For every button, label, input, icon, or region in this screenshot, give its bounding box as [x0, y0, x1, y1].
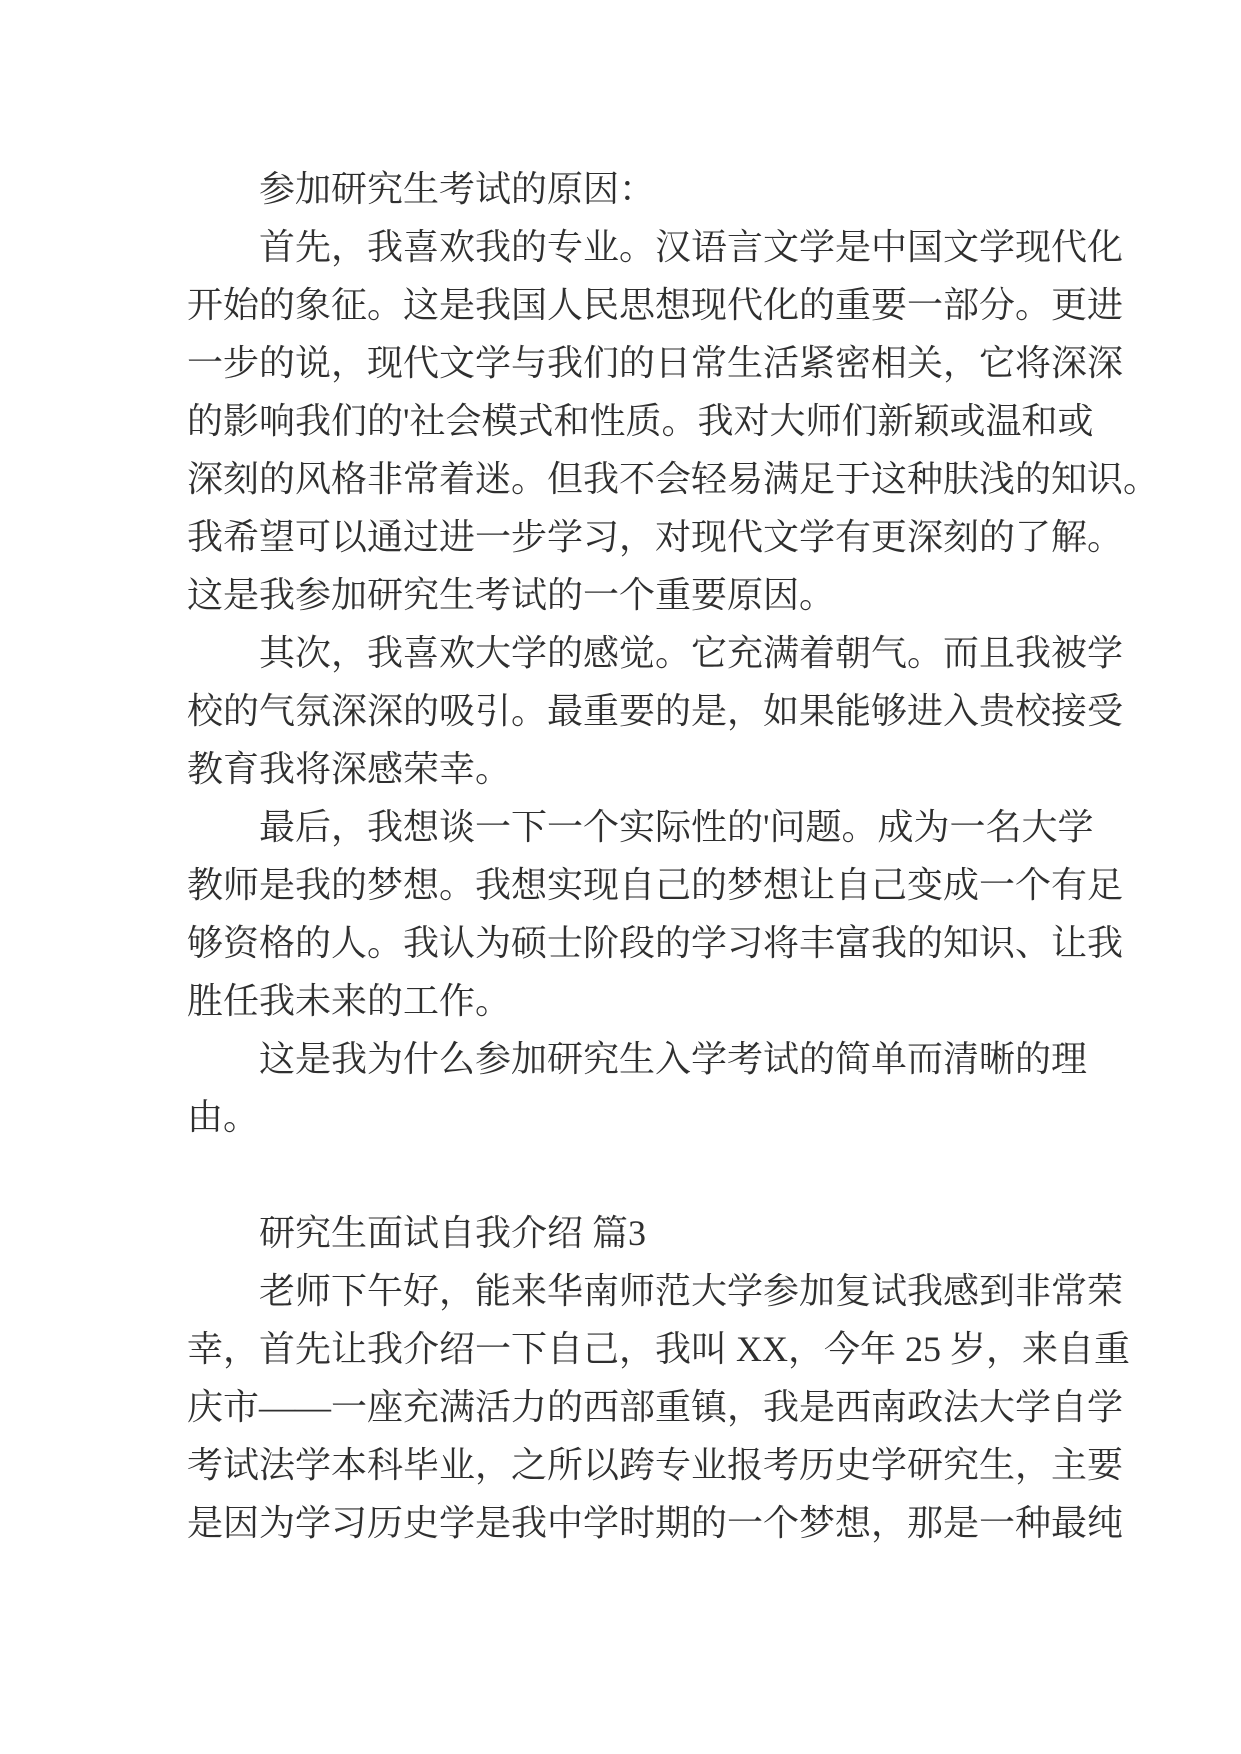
- blank-line: [187, 1146, 1132, 1204]
- text-line: 首先，我喜欢我的专业。汉语言文学是中国文学现代化: [259, 227, 1124, 267]
- document-text: [187, 160, 1160, 1552]
- text-line: 最后，我想谈一下一个实际性的'问题。成为一名大学: [259, 807, 1094, 847]
- text-line: 教师是我的梦想。我想实现自己的梦想让自己变成一个有足: [187, 865, 1124, 905]
- text-line: 胜任我未来的工作。: [187, 981, 512, 1021]
- text-line: 校的气氛深深的吸引。最重要的是，如果能够进入贵校接受: [187, 691, 1124, 731]
- text-line: 一步的说，现代文学与我们的日常生活紧密相关，它将深深: [187, 343, 1124, 383]
- text-line: 教育我将深感荣幸。: [187, 749, 512, 789]
- text-line: 由。: [187, 1097, 260, 1137]
- text-line: 老师下午好，能来华南师范大学参加复试我感到非常荣: [259, 1271, 1124, 1311]
- text-line: 这是我为什么参加研究生入学考试的简单而清晰的理: [259, 1039, 1088, 1079]
- text-line: 其次，我喜欢大学的感觉。它充满着朝气。而且我被学: [259, 633, 1124, 673]
- text-line: 是因为学习历史学是我中学时期的一个梦想，那是一种最纯: [187, 1503, 1124, 1543]
- text-line: 的影响我们的'社会模式和性质。我对大师们新颖或温和或: [187, 401, 1094, 441]
- text-line: 庆市——一座充满活力的西部重镇，我是西南政法大学自学: [187, 1387, 1124, 1427]
- text-line: 幸，首先让我介绍一下自己，我叫 XX，今年 25 岁，来自重: [187, 1329, 1130, 1369]
- text-line: 考试法学本科毕业，之所以跨专业报考历史学研究生，主要: [187, 1445, 1124, 1485]
- text-line: 我希望可以通过进一步学习，对现代文学有更深刻的了解。: [187, 517, 1124, 557]
- text-line: 这是我参加研究生考试的一个重要原因。: [187, 575, 836, 615]
- text-line: 开始的象征。这是我国人民思想现代化的重要一部分。更进: [187, 285, 1124, 325]
- section-heading: 研究生面试自我介绍 篇3: [259, 1213, 647, 1253]
- text-line: 深刻的风格非常着迷。但我不会轻易满足于这种肤浅的知识。: [187, 459, 1160, 499]
- text-line: 参加研究生考试的原因：: [259, 169, 656, 209]
- text-line: 够资格的人。我认为硕士阶段的学习将丰富我的知识、让我: [187, 923, 1124, 963]
